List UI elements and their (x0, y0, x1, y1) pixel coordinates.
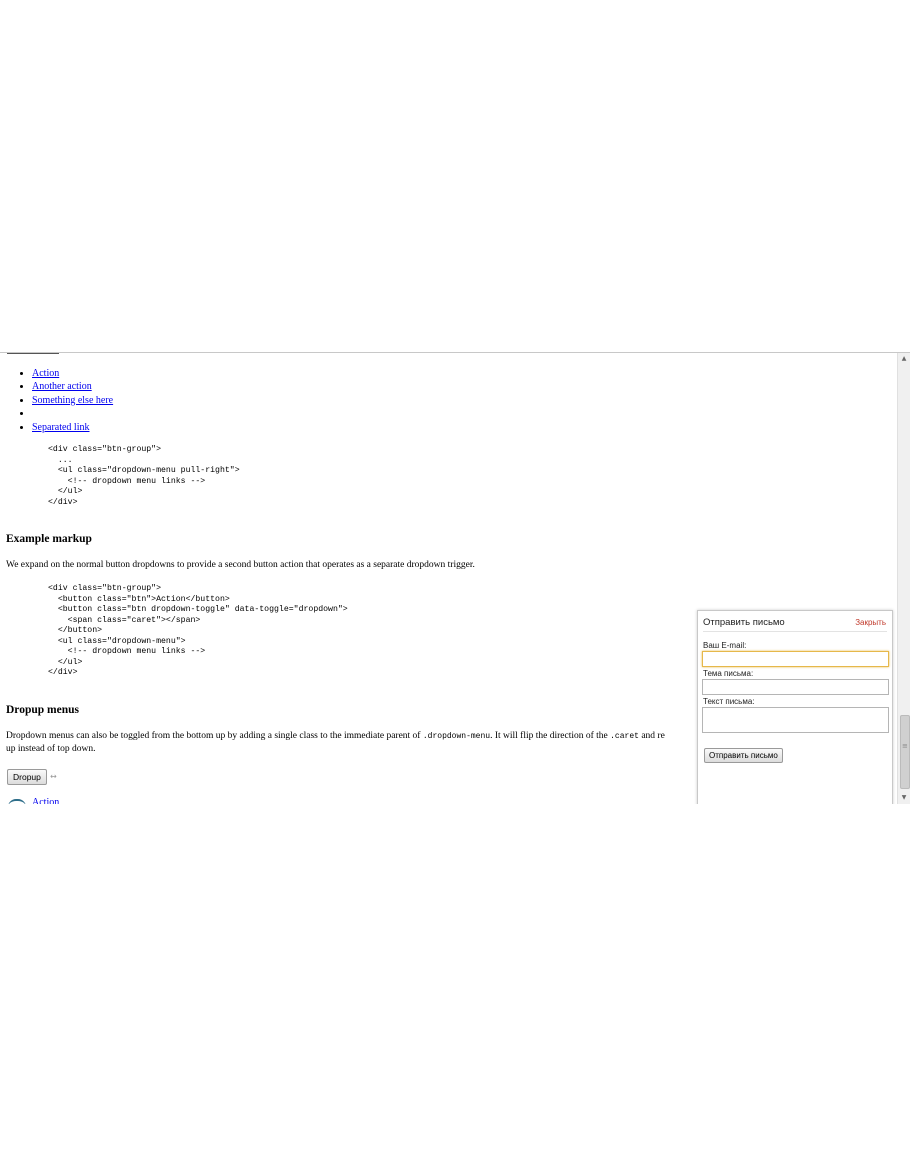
link-action-dropup[interactable]: Action (32, 797, 60, 804)
link-separated[interactable]: Separated link (32, 421, 90, 433)
list-item-divider (32, 407, 113, 420)
scroll-up-icon[interactable]: ▲ (901, 355, 907, 362)
body-label: Текст письма: (703, 697, 755, 706)
code-caret: .caret (610, 732, 639, 741)
mail-close-link[interactable]: Закрыть (855, 618, 886, 627)
heading-dropup-menus: Dropup menus (6, 704, 79, 716)
cut-off-element (7, 353, 59, 354)
subject-label: Тема письма: (703, 669, 754, 678)
list-item (32, 394, 113, 407)
body-textarea[interactable] (702, 707, 889, 733)
divider (703, 631, 887, 632)
code-block-split-button: <div class="btn-group"> <button class="btn">Action</button> <button class="btn dropdown-toggle" data-toggle="dropdown"> <span class="caret"></span> </button> <ul class="dropdown-menu"> <!-- dropdown menu links --> </ul> </div> (48, 584, 348, 677)
link-another-action[interactable]: Another action (32, 381, 92, 393)
email-field[interactable] (702, 651, 889, 667)
link-action[interactable]: Action (32, 368, 60, 379)
mail-widget-title: Отправить письмо (703, 617, 785, 628)
dropdown-menu-list (0, 367, 113, 434)
email-label: Ваш E-mail: (703, 641, 747, 650)
example-markup-description: We expand on the normal button dropdowns to provide a second button action that operates as a separate dropdown trigger. (6, 560, 475, 570)
caret-icon[interactable]: ↔ (50, 772, 57, 781)
list-item (32, 367, 113, 380)
list-item (32, 421, 113, 434)
mail-widget (697, 610, 893, 804)
subject-field[interactable] (702, 679, 889, 695)
link-something-else[interactable]: Something else here (32, 394, 114, 406)
code-block-pull-right: <div class="btn-group"> ... <ul class="dropdown-menu pull-right"> <!-- dropdown menu links --> </ul> </div> (48, 445, 240, 507)
grip-icon: ≡ (902, 742, 908, 750)
scroll-down-icon[interactable]: ▼ (901, 794, 907, 801)
code-dropdown-menu: .dropdown-menu (422, 732, 491, 741)
dropup-description: Dropdown menus can also be toggled from the bottom up by adding a single class to the immediate parent of .dropdown-menu. It will flip the direction of the .caret and re up instead of top down. (6, 731, 665, 754)
page-content (0, 353, 898, 804)
dropup-arrow-icon (8, 799, 26, 804)
send-mail-button[interactable]: Отправить письмо (704, 748, 783, 763)
heading-example-markup: Example markup (6, 533, 92, 545)
vertical-scrollbar[interactable] (897, 353, 910, 804)
list-item (32, 380, 113, 393)
dropup-button[interactable]: Dropup (7, 769, 47, 785)
scrollbar-thumb[interactable] (900, 715, 910, 789)
browser-viewport (0, 352, 910, 804)
